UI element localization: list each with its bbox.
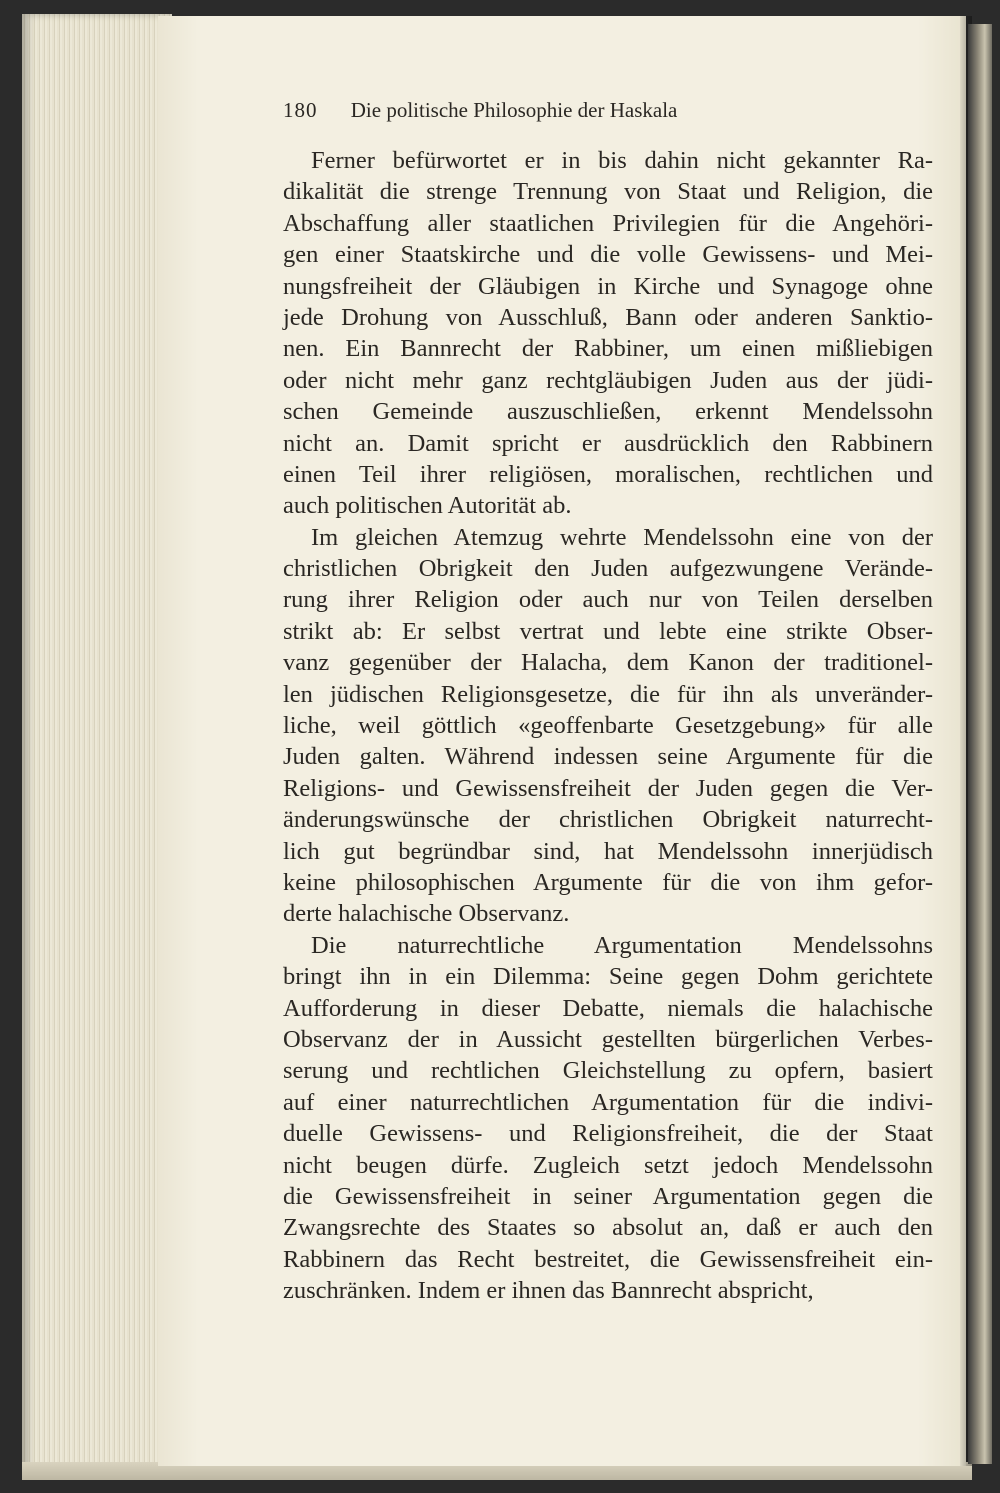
book-page-edges <box>22 14 172 1479</box>
text-line: jede Drohung von Ausschluß, Bann oder anderen Sanktio- <box>283 303 933 331</box>
text-line: lich gut begründbar sind, hat Mendelssohn innerjüdisch <box>283 837 933 865</box>
text-line: Abschaffung aller staatlichen Privilegien für die Angehöri- <box>283 209 933 237</box>
text-line: vanz gegenüber der Halacha, dem Kanon der traditionel- <box>283 649 933 677</box>
text-line: die Gewissensfreiheit in seiner Argumentation gegen die <box>283 1182 933 1210</box>
text-line: nungsfreiheit der Gläubigen in Kirche und Synagoge ohne <box>283 272 933 300</box>
text-line: keine philosophischen Argumente für die von ihm gefor- <box>283 868 933 896</box>
text-line: Die naturrechtliche Argumentation Mendelssohns <box>311 931 933 959</box>
text-line: strikt ab: Er selbst vertrat und lebte eine strikte Obser- <box>283 617 933 645</box>
text-line: len jüdischen Religionsgesetze, die für ihn als unveränder- <box>283 680 933 708</box>
text-line: einen Teil ihrer religiösen, moralischen, rechtlichen und <box>283 460 933 488</box>
text-line: auch politischen Autorität ab. <box>283 492 572 520</box>
text-line: Im gleichen Atemzug wehrte Mendelssohn eine von der <box>311 523 933 551</box>
text-line: zuschränken. Indem er ihnen das Bannrecht abspricht, <box>283 1277 814 1305</box>
paragraph <box>283 930 933 1307</box>
text-line: Zwangsrechte des Staates so absolut an, daß er auch den <box>283 1214 933 1242</box>
page-number: 180 <box>283 98 318 122</box>
text-line: änderungswünsche der christlichen Obrigkeit naturrecht- <box>283 806 933 834</box>
text-line: oder nicht mehr ganz rechtgläubigen Juden aus der jüdi- <box>283 366 933 394</box>
paragraph <box>283 522 933 930</box>
text-line: auf einer naturrechtlichen Argumentation für die indivi- <box>283 1088 933 1116</box>
paragraph-container <box>283 145 933 1306</box>
text-line: Religions- und Gewissensfreiheit der Juden gegen die Ver- <box>283 774 933 802</box>
text-line: gen einer Staatskirche und die volle Gewissens- und Mei- <box>283 241 933 269</box>
body-text <box>283 145 933 1306</box>
facing-page-edge <box>968 24 992 1464</box>
paragraph <box>283 145 933 522</box>
text-line: Juden galten. Während indessen seine Argumente für die <box>283 743 933 771</box>
text-line: dikalität die strenge Trennung von Staat und Religion, die <box>283 178 933 206</box>
text-line: rung ihrer Religion oder auch nur von Teilen derselben <box>283 586 933 614</box>
text-line: Ferner befürwortet er in bis dahin nicht gekannter Ra- <box>311 147 933 174</box>
text-line: serung und rechtlichen Gleichstellung zu opfern, basiert <box>283 1057 933 1085</box>
text-line: Aufforderung in dieser Debatte, niemals die halachische <box>283 994 933 1022</box>
running-head <box>283 98 943 130</box>
text-line: nicht beugen dürfe. Zugleich setzt jedoch Mendelssohn <box>283 1151 933 1179</box>
text-line: Observanz der in Aussicht gestellten bürgerlichen Verbes- <box>283 1025 933 1053</box>
text-line: derte halachische Observanz. <box>283 900 570 928</box>
running-title: Die politische Philosophie der Haskala <box>350 98 678 122</box>
text-line: duelle Gewissens- und Religionsfreiheit, die der Staat <box>283 1120 933 1148</box>
text-line: schen Gemeinde auszuschließen, erkennt Mendelssohn <box>283 398 933 426</box>
text-line: liche, weil göttlich «geoffenbarte Gesetzgebung» für alle <box>283 712 933 740</box>
text-line: nen. Ein Bannrecht der Rabbiner, um einen mißliebigen <box>283 335 933 363</box>
text-line: nicht an. Damit spricht er ausdrücklich den Rabbinern <box>283 429 933 457</box>
text-line: bringt ihn in ein Dilemma: Seine gegen Dohm gerichtete <box>283 963 933 991</box>
text-line: christlichen Obrigkeit den Juden aufgezwungene Verände- <box>283 555 933 583</box>
text-line: Rabbinern das Recht bestreitet, die Gewissensfreiheit ein- <box>283 1245 933 1273</box>
